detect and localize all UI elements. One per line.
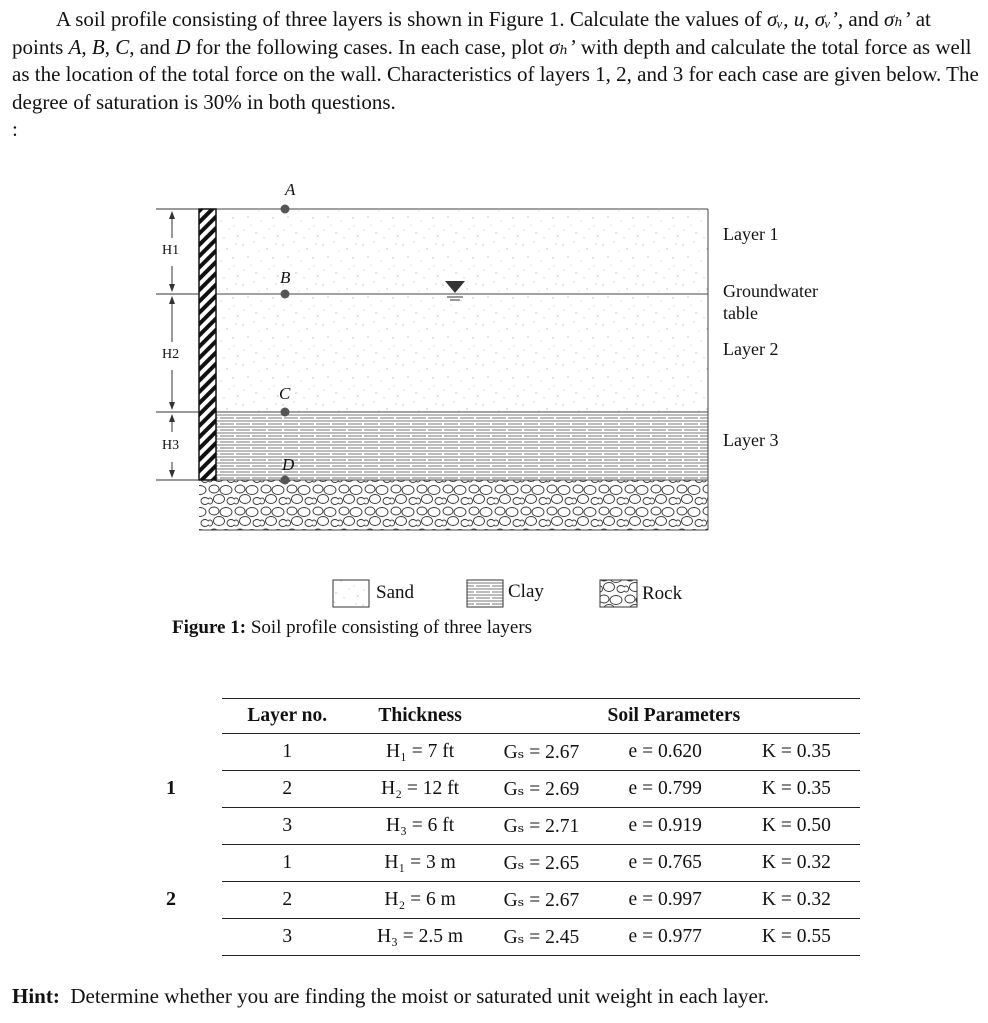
header-layer-no: Layer no. — [222, 699, 352, 734]
table-row — [222, 771, 860, 808]
gs-cell: Gₛ = 2.65 — [488, 845, 615, 882]
header-thickness: Thickness — [352, 699, 487, 734]
layer2-label: Layer 2 — [723, 339, 779, 359]
gs-cell: Gₛ = 2.45 — [488, 919, 615, 956]
thickness-cell: H₂ = 12 ft — [352, 771, 487, 808]
legend-sand-swatch — [333, 580, 369, 607]
legend-clay-label: Clay — [508, 581, 544, 602]
e-cell: e = 0.799 — [615, 771, 744, 808]
layer-no-cell: 1 — [222, 734, 352, 771]
point-b-dot — [281, 290, 290, 299]
case-2-label: 2 — [166, 888, 176, 910]
case-1-label: 1 — [166, 777, 176, 799]
k-cell: K = 0.55 — [744, 919, 860, 956]
layer-no-cell: 3 — [222, 808, 352, 845]
k-cell: K = 0.35 — [744, 771, 860, 808]
thickness-cell: H₁ = 3 m — [352, 845, 487, 882]
layer-no-cell: 2 — [222, 771, 352, 808]
hint-text: Hint: Determine whether you are finding the moist or saturated unit weight in each layer. — [12, 984, 769, 1008]
layer-no-cell: 3 — [222, 919, 352, 956]
problem-statement: A soil profile consisting of three layers is shown in Figure 1. Calculate the values of σᵥ, u, σᵥ’, and σₕ’ at points A, B, C, and D for the following cases. In each case, plot σₕ’ with depth and calculate the total force as well as the location of the total force on the wall. Characteristics of layers 1, 2, and 3 for each case are given below. The degree of saturation is 30% in both questions. : — [12, 7, 979, 141]
point-a-label: A — [285, 180, 296, 199]
k-cell: K = 0.35 — [744, 734, 860, 771]
e-cell: e = 0.997 — [615, 882, 744, 919]
gs-cell: Gₛ = 2.67 — [488, 882, 615, 919]
thickness-cell: H₃ = 6 ft — [352, 808, 487, 845]
point-a-dot — [281, 205, 290, 214]
table-header-row — [222, 699, 860, 734]
groundwater-label-2: table — [723, 303, 758, 323]
point-c-label: C — [279, 384, 291, 403]
soil-parameters-table — [222, 698, 860, 956]
k-cell: K = 0.32 — [744, 882, 860, 919]
k-cell: K = 0.32 — [744, 845, 860, 882]
table-row — [222, 734, 860, 771]
k-cell: K = 0.50 — [744, 808, 860, 845]
header-soil-parameters: Soil Parameters — [488, 699, 860, 734]
layer-no-cell: 2 — [222, 882, 352, 919]
table-row — [222, 808, 860, 845]
figure-caption: Figure 1: Soil profile consisting of three layers — [172, 617, 533, 638]
h2-label: H2 — [162, 347, 180, 362]
gs-cell: Gₛ = 2.67 — [488, 734, 615, 771]
point-d-dot — [281, 476, 290, 485]
legend-clay-swatch — [467, 580, 503, 607]
sand-layer — [216, 209, 708, 412]
h3-label: H3 — [162, 438, 180, 453]
table-row — [222, 882, 860, 919]
layer-no-cell: 1 — [222, 845, 352, 882]
gs-cell: Gₛ = 2.71 — [488, 808, 615, 845]
e-cell: e = 0.765 — [615, 845, 744, 882]
point-b-label: B — [280, 268, 291, 287]
rock-layer — [199, 480, 708, 530]
table-row — [222, 845, 860, 882]
layer1-label: Layer 1 — [723, 224, 779, 244]
gs-cell: Gₛ = 2.69 — [488, 771, 615, 808]
thickness-cell: H₃ = 2.5 m — [352, 919, 487, 956]
point-d-label: D — [282, 455, 295, 474]
legend-rock-swatch — [600, 580, 637, 607]
table-row — [222, 919, 860, 956]
thickness-cell: H₁ = 7 ft — [352, 734, 487, 771]
h1-label: H1 — [162, 243, 180, 258]
retaining-wall — [199, 209, 216, 480]
point-c-dot — [281, 408, 290, 417]
e-cell: e = 0.620 — [615, 734, 744, 771]
legend-sand-label: Sand — [376, 582, 414, 603]
layer3-label: Layer 3 — [723, 430, 779, 450]
legend-rock-label: Rock — [642, 583, 683, 604]
thickness-cell: H₂ = 6 m — [352, 882, 487, 919]
e-cell: e = 0.919 — [615, 808, 744, 845]
groundwater-label-1: Groundwater — [723, 281, 818, 301]
e-cell: e = 0.977 — [615, 919, 744, 956]
